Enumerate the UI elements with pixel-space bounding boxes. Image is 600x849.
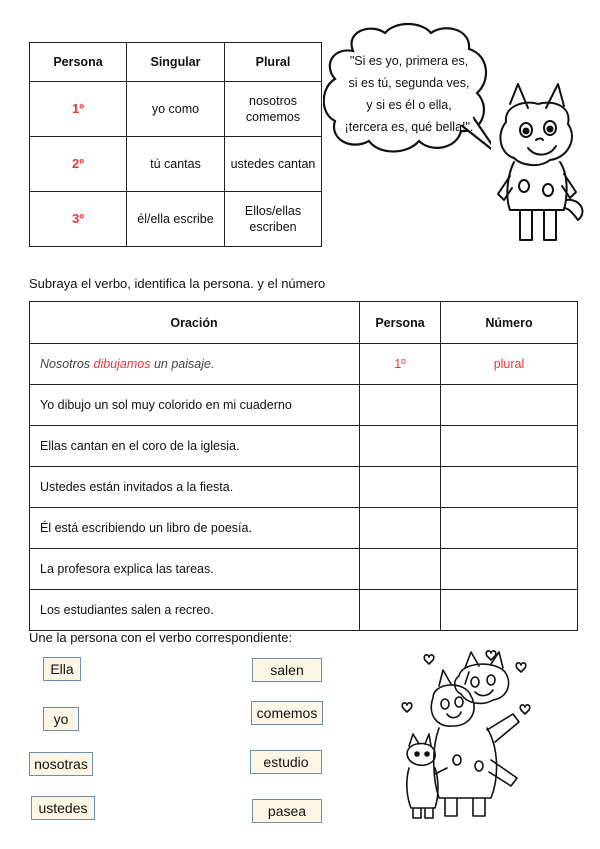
speech-bubble-text (330, 50, 488, 138)
numero-answer-cell[interactable] (441, 508, 578, 549)
example-row (30, 344, 578, 385)
sentence-text: Ellas cantan en el coro de la iglesia. (30, 426, 360, 467)
sentence-text: Ustedes están invitados a la fiesta. (30, 467, 360, 508)
plural-cell: nosotros comemos (225, 82, 322, 137)
numero-answer-cell[interactable] (441, 385, 578, 426)
example-after: un paisaje. (150, 357, 215, 371)
rhyme-line: si es tú, segunda ves, (348, 76, 470, 90)
numero-answer-cell[interactable] (441, 467, 578, 508)
rhyme-line: y si es él o ella, (366, 98, 452, 112)
numero-answer-cell[interactable] (441, 549, 578, 590)
cartoon-family-illustration (395, 650, 535, 825)
sentence-text: La profesora explica las tareas. (30, 549, 360, 590)
cartoon-dog-illustration (488, 82, 588, 250)
word-box-pronoun[interactable]: nosotras (29, 752, 93, 776)
rhyme-line: ¡tercera es, qué bella!". (344, 120, 474, 134)
header-persona: Persona (360, 302, 441, 344)
sentence-table (29, 301, 578, 631)
example-before: Nosotros (40, 357, 94, 371)
persona-answer-cell[interactable] (360, 426, 441, 467)
sentence-text: Yo dibujo un sol muy colorido en mi cuaderno (30, 385, 360, 426)
persona-answer-cell[interactable] (360, 549, 441, 590)
example-verb: dibujamos (93, 357, 151, 371)
example-sentence (30, 344, 360, 385)
numero-answer-cell[interactable] (441, 590, 578, 631)
plural-cell: Ellos/ellas escriben (225, 192, 322, 247)
header-numero: Número (441, 302, 578, 344)
table-row (30, 426, 578, 467)
table-row (30, 467, 578, 508)
table-row (30, 590, 578, 631)
word-box-verb[interactable]: pasea (252, 799, 322, 823)
instruction-underline-verb: Subraya el verbo, identifica la persona. y el número (29, 276, 326, 291)
word-box-pronoun[interactable]: ustedes (31, 796, 95, 820)
table-row (30, 549, 578, 590)
word-box-verb[interactable]: estudio (250, 750, 322, 774)
sentence-text: Los estudiantes salen a recreo. (30, 590, 360, 631)
word-box-verb[interactable]: comemos (251, 701, 323, 725)
persona-answer-cell[interactable] (360, 590, 441, 631)
singular-cell: yo como (127, 82, 225, 137)
example-numero: plural (441, 344, 578, 385)
header-persona: Persona (30, 43, 127, 82)
singular-cell: tú cantas (127, 137, 225, 192)
singular-cell: él/ella escribe (127, 192, 225, 247)
word-box-pronoun[interactable]: yo (43, 707, 79, 731)
plural-cell: ustedes cantan (225, 137, 322, 192)
conjugation-table (29, 42, 322, 247)
persona-cell: 3º (30, 192, 127, 247)
word-box-pronoun[interactable]: Ella (43, 657, 81, 681)
persona-cell: 2º (30, 137, 127, 192)
header-singular: Singular (127, 43, 225, 82)
persona-answer-cell[interactable] (360, 467, 441, 508)
sentence-text: Él está escribiendo un libro de poesía. (30, 508, 360, 549)
header-oracion: Oración (30, 302, 360, 344)
rhyme-line: "Si es yo, primera es, (349, 54, 469, 68)
header-plural: Plural (225, 43, 322, 82)
numero-answer-cell[interactable] (441, 426, 578, 467)
persona-answer-cell[interactable] (360, 385, 441, 426)
persona-answer-cell[interactable] (360, 508, 441, 549)
table-row (30, 385, 578, 426)
example-persona: 1º (360, 344, 441, 385)
persona-cell: 1º (30, 82, 127, 137)
word-box-verb[interactable]: salen (252, 658, 322, 682)
table-row (30, 508, 578, 549)
instruction-match-words: Une la persona con el verbo correspondiente: (29, 630, 293, 645)
